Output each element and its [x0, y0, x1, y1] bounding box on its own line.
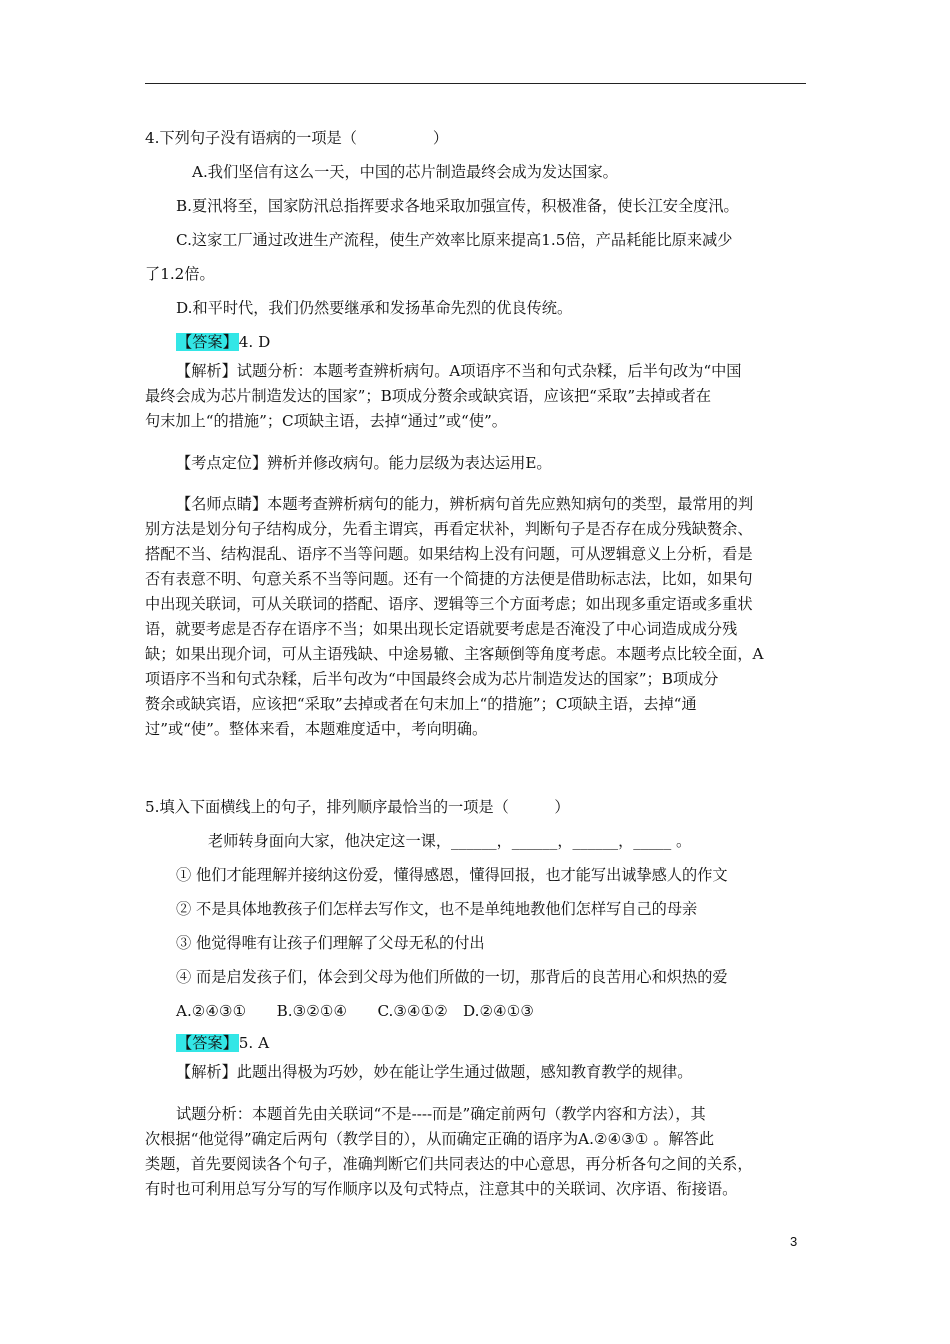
q4-mingshi-line-4: 否有表意不明、句意关系不当等问题。还有一个简捷的方法便是借助标志法，比如，如果句 — [145, 570, 753, 588]
q5-detail-line-2: 次根据“他觉得”确定后两句（教学目的），从而确定正确的语序为A.②④③① 。解答此 — [145, 1130, 715, 1148]
q4-mingshi-line-3: 搭配不当、结构混乱、语序不当等问题。如果结构上没有问题，可从逻辑意义上分析，看是 — [145, 545, 753, 563]
answer-highlight: 【答案】 — [177, 333, 238, 351]
q5-item-1: ① 他们才能理解并接纳这份爱，懂得感恩，懂得回报，也才能写出诚挚感人的作文 — [176, 866, 728, 884]
q4-mingshi-line-10: 过”或“使”。整体来看，本题难度适中，考向明确。 — [145, 720, 488, 738]
q4-kaodian: 【考点定位】辨析并修改病句。能力层级为表达运用E。 — [176, 454, 552, 472]
q5-choices: A.②④③① B.③②①④ C.③④①② D.②④①③ — [176, 1002, 534, 1020]
q5-analysis: 【解析】此题出得极为巧妙，妙在能让学生通过做题，感知教育教学的规律。 — [176, 1063, 693, 1081]
q4-option-a: A.我们坚信有这么一天，中国的芯片制造最终会成为发达国家。 — [192, 163, 618, 181]
q5-answer — [176, 1033, 269, 1053]
q5-detail-line-3: 类题，首先要阅读各个句子，准确判断它们共同表达的中心意思，再分析各句之间的关系， — [145, 1155, 753, 1173]
q4-option-d: D.和平时代，我们仍然要继承和发扬革命先烈的优良传统。 — [176, 299, 573, 317]
q4-mingshi-line-1: 【名师点睛】本题考查辨析病句的能力，辨析病句首先应熟知病句的类型，最常用的判 — [176, 495, 754, 513]
header-rule — [145, 83, 806, 84]
q4-analysis-line-3: 句末加上“的措施”；C项缺主语，去掉“通过”或“使”。 — [145, 412, 507, 430]
q4-mingshi-line-9: 赘余或缺宾语，应该把“采取”去掉或者在句末加上“的措施”；C项缺主语，去掉“通 — [145, 695, 697, 713]
q5-detail-line-1: 试题分析：本题首先由关联词“不是----而是”确定前两句（教学内容和方法），其 — [176, 1105, 706, 1123]
answer-highlight: 【答案】 — [177, 1034, 238, 1052]
q5-context: 老师转身面向大家，他决定这一课，______，______，______，_____ 。 — [208, 832, 692, 850]
q5-item-4: ④ 而是启发孩子们，体会到父母为他们所做的一切，那背后的良苦用心和炽热的爱 — [176, 968, 728, 986]
q4-mingshi-line-5: 中出现关联词，可从关联词的搭配、语序、逻辑等三个方面考虑；如出现多重定语或多重状 — [145, 595, 753, 613]
q5-item-2: ② 不是具体地教孩子们怎样去写作文，也不是单纯地教他们怎样写自己的母亲 — [176, 900, 698, 918]
q4-analysis-line-2: 最终会成为芯片制造发达的国家”；B项成分赘余或缺宾语，应该把“采取”去掉或者在 — [145, 387, 712, 405]
q4-option-b: B.夏汛将至，国家防汛总指挥要求各地采取加强宣传，积极准备，使长江安全度汛。 — [176, 197, 739, 215]
q4-mingshi-line-6: 语，就要考虑是否存在语序不当；如果出现长定语就要考虑是否淹没了中心词造成成分残 — [145, 620, 738, 638]
q4-mingshi-line-7: 缺；如果出现介词，可从主语残缺、中途易辙、主客颠倒等角度考虑。本题考点比较全面，A — [145, 645, 764, 663]
q4-stem: 4.下列句子没有语病的一项是（ ） — [145, 129, 449, 147]
q4-option-c: C.这家工厂通过改进生产流程，使生产效率比原来提高1.5倍，产品耗能比原来减少 — [176, 231, 733, 249]
q4-mingshi-line-2: 别方法是划分句子结构成分，先看主谓宾，再看定状补，判断句子是否存在成分残缺赘余、 — [145, 520, 753, 538]
q4-analysis-line-1: 【解析】试题分析：本题考查辨析病句。A项语序不当和句式杂糅，后半句改为“中国 — [176, 362, 742, 380]
q5-item-3: ③ 他觉得唯有让孩子们理解了父母无私的付出 — [176, 934, 485, 952]
q4-answer — [176, 332, 270, 352]
q4-option-c-cont: 了1.2倍。 — [145, 265, 215, 283]
q5-stem: 5.填入下面横线上的句子，排列顺序最恰当的一项是（ ） — [145, 798, 570, 816]
page-number: 3 — [790, 1234, 798, 1249]
q5-answer-text: 5. A — [238, 1034, 270, 1052]
q5-detail-line-4: 有时也可利用总写分写的写作顺序以及句式特点，注意其中的关联词、次序语、衔接语。 — [145, 1180, 738, 1198]
q4-answer-text: 4. D — [238, 333, 271, 351]
q4-mingshi-line-8: 项语序不当和句式杂糅，后半句改为“中国最终会成为芯片制造发达的国家”；B项成分 — [145, 670, 719, 688]
